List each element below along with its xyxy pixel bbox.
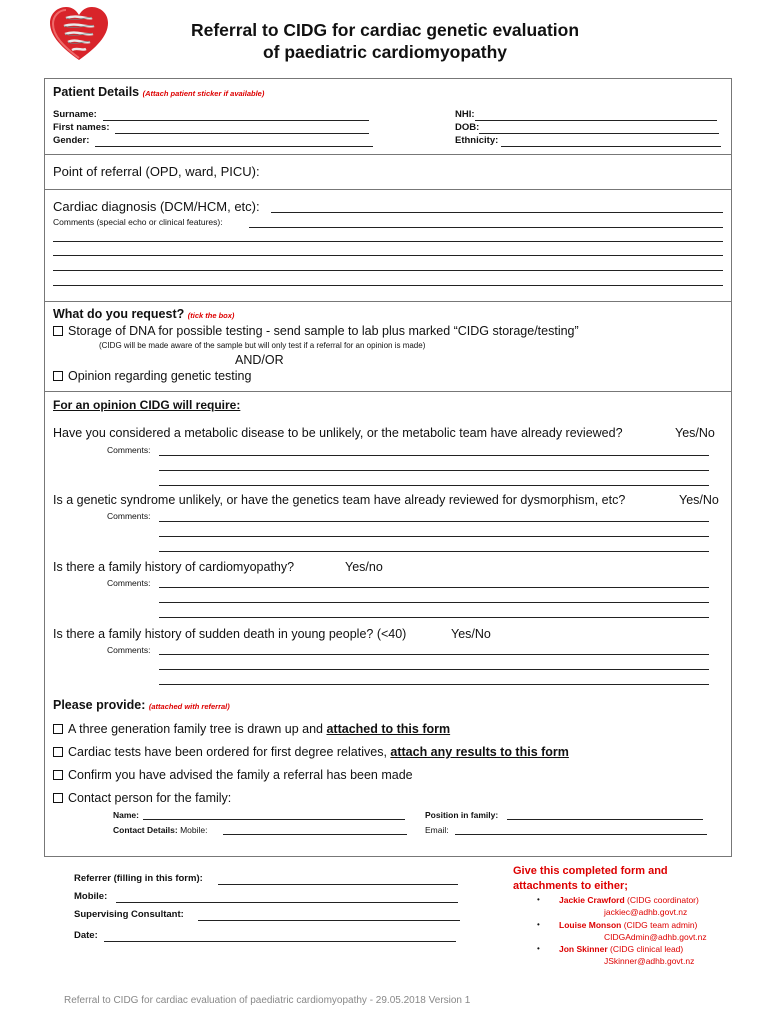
contact-email-link[interactable]: CIDGAdmin@adhb.govt.nz	[604, 932, 707, 942]
contact-name: Jackie Crawford	[559, 895, 625, 905]
ethnicity-label: Ethnicity:	[455, 135, 499, 146]
cardiac-tests-checkbox[interactable]	[53, 747, 63, 757]
provide-cardiac-tests[interactable]	[53, 745, 569, 759]
cardiac-diagnosis-field[interactable]	[271, 212, 723, 213]
contact-jon	[559, 944, 683, 954]
date-label: Date:	[74, 930, 98, 941]
cardiac-diagnosis-section	[44, 189, 732, 301]
cardiac-comments-line[interactable]	[53, 241, 723, 242]
comment-line[interactable]	[159, 654, 709, 655]
contact-role: (CIDG coordinator)	[624, 895, 699, 905]
provide-family-tree[interactable]	[53, 722, 450, 736]
provide-note: (attached with referral)	[148, 702, 230, 711]
family-tree-checkbox[interactable]	[53, 724, 63, 734]
family-tree-emphasis: attached to this form	[326, 722, 451, 736]
instructions-line2: attachments to either;	[513, 880, 628, 892]
answer-metabolic[interactable]: Yes/No	[675, 426, 715, 440]
dob-field[interactable]	[479, 133, 719, 134]
question-syndrome: Is a genetic syndrome unlikely, or have the genetics team have already reviewed for dysmorphism, etc?	[53, 493, 626, 507]
contact-name-field[interactable]	[143, 819, 405, 820]
referrer-field[interactable]	[218, 884, 458, 885]
answer-syndrome[interactable]: Yes/No	[679, 493, 719, 507]
storage-option[interactable]	[53, 324, 579, 338]
point-of-referral-label: Point of referral (OPD, ward, PICU):	[53, 164, 260, 179]
instructions-line1: Give this completed form and	[513, 865, 668, 877]
comment-line[interactable]	[159, 455, 709, 456]
contact-name: Jon Skinner	[559, 944, 608, 954]
answer-sudden-death[interactable]: Yes/No	[451, 627, 491, 641]
storage-checkbox[interactable]	[53, 326, 63, 336]
contact-name: Louise Monson	[559, 920, 622, 930]
bullet: •	[537, 920, 540, 929]
contact-mobile-label: Mobile:	[180, 825, 208, 835]
patient-details-section	[44, 78, 732, 154]
request-section	[44, 301, 732, 391]
heart-logo	[48, 6, 110, 62]
comment-line[interactable]	[159, 684, 709, 685]
gender-field[interactable]	[95, 146, 373, 147]
and-or-label: AND/OR	[235, 353, 284, 367]
contact-mobile-field[interactable]	[223, 834, 407, 835]
nhi-field[interactable]	[475, 120, 717, 121]
comments-label: Comments:	[107, 578, 151, 588]
cardiac-tests-label: Cardiac tests have been ordered for first degree relatives,	[68, 745, 391, 759]
opinion-option-label: Opinion regarding genetic testing	[68, 369, 252, 383]
comments-label: Comments:	[107, 445, 151, 455]
cardiac-comments-line[interactable]	[53, 270, 723, 271]
referrer-mobile-field[interactable]	[116, 902, 458, 903]
contact-name-label: Name:	[113, 810, 139, 820]
comments-label: Comments:	[107, 511, 151, 521]
confirm-advised-checkbox[interactable]	[53, 770, 63, 780]
referrer-mobile-label: Mobile:	[74, 891, 108, 902]
bullet: •	[537, 944, 540, 953]
confirm-advised-label: Confirm you have advised the family a referral has been made	[68, 768, 413, 782]
first-names-label: First names:	[53, 122, 110, 133]
contact-email-link[interactable]: JSkinner@adhb.govt.nz	[604, 956, 695, 966]
surname-field[interactable]	[103, 120, 369, 121]
patient-details-note: (Attach patient sticker if available)	[142, 89, 265, 98]
cardiac-comments-label: Comments (special echo or clinical features):	[53, 217, 223, 227]
opinion-heading: For an opinion CIDG will require:	[53, 398, 241, 412]
contact-email-label: Email:	[425, 825, 449, 835]
date-field[interactable]	[104, 941, 456, 942]
question-sudden-death: Is there a family history of sudden death in young people? (<40)	[53, 627, 407, 641]
opinion-checkbox[interactable]	[53, 371, 63, 381]
contact-details-label: Contact Details: Mobile:	[113, 825, 208, 835]
nhi-label: NHI:	[455, 109, 475, 120]
question-family-cardiomyopathy: Is there a family history of cardiomyopathy?	[53, 560, 295, 574]
storage-option-label: Storage of DNA for possible testing - send sample to lab plus marked “CIDG storage/testing”	[68, 324, 579, 338]
provide-contact-person[interactable]	[53, 791, 231, 805]
family-tree-label: A three generation family tree is drawn up and	[68, 722, 327, 736]
request-heading: What do you request? (tick the box)	[53, 307, 235, 321]
point-of-referral-section	[44, 154, 732, 189]
position-label: Position in family:	[425, 810, 499, 820]
consultant-field[interactable]	[198, 920, 460, 921]
cardiac-comments-line[interactable]	[53, 255, 723, 256]
page-footer: Referral to CIDG for cardiac evaluation of paediatric cardiomyopathy - 29.05.2018 Version 1	[64, 995, 471, 1006]
question-metabolic: Have you considered a metabolic disease to be unlikely, or the metabolic team have already reviewed?	[53, 426, 623, 440]
cardiac-tests-emphasis: attach any results to this form	[390, 745, 569, 759]
submission-instructions	[513, 864, 668, 894]
cardiac-comments-line[interactable]	[249, 227, 723, 228]
contact-person-checkbox[interactable]	[53, 793, 63, 803]
opinion-option[interactable]	[53, 369, 251, 383]
provide-heading: Please provide: (attached with referral)	[53, 698, 230, 712]
first-names-field[interactable]	[115, 133, 369, 134]
contact-louise	[559, 920, 697, 930]
contact-jackie	[559, 895, 699, 905]
contact-person-label: Contact person for the family:	[68, 791, 232, 805]
cardiac-comments-line[interactable]	[53, 285, 723, 286]
gender-label: Gender:	[53, 135, 90, 146]
consultant-label: Supervising Consultant:	[74, 909, 184, 920]
referrer-label: Referrer (filling in this form):	[74, 873, 203, 884]
provide-confirm-advised[interactable]	[53, 768, 413, 782]
contact-email-link[interactable]: jackiec@adhb.govt.nz	[604, 907, 688, 917]
patient-details-heading: Patient Details (Attach patient sticker if available)	[53, 85, 265, 99]
opinion-section	[44, 391, 732, 857]
contact-role: (CIDG team admin)	[621, 920, 698, 930]
surname-label: Surname:	[53, 109, 97, 120]
position-field[interactable]	[507, 819, 703, 820]
comment-line[interactable]	[159, 536, 709, 537]
comment-line[interactable]	[159, 587, 709, 588]
form-title-line1: Referral to CIDG for cardiac genetic evaluation	[190, 20, 580, 40]
comment-line[interactable]	[159, 617, 709, 618]
ethnicity-field[interactable]	[501, 146, 721, 147]
comments-label: Comments:	[107, 645, 151, 655]
form-title-line2: of paediatric cardiomyopathy	[262, 42, 508, 62]
comment-line[interactable]	[159, 669, 709, 670]
contact-role: (CIDG clinical lead)	[607, 944, 684, 954]
cardiac-diagnosis-label: Cardiac diagnosis (DCM/HCM, etc):	[53, 199, 260, 214]
comment-line[interactable]	[159, 470, 709, 471]
comment-line[interactable]	[159, 551, 709, 552]
contact-email-field[interactable]	[455, 834, 707, 835]
storage-note: (CIDG will be made aware of the sample but will only test if a referral for an opinion is made)	[99, 341, 426, 350]
comment-line[interactable]	[159, 521, 709, 522]
comment-line[interactable]	[159, 485, 709, 486]
dob-label: DOB:	[455, 122, 480, 133]
comment-line[interactable]	[159, 602, 709, 603]
request-note: (tick the box)	[187, 311, 235, 320]
answer-family-cardiomyopathy[interactable]: Yes/no	[345, 560, 383, 574]
bullet: •	[537, 895, 540, 904]
